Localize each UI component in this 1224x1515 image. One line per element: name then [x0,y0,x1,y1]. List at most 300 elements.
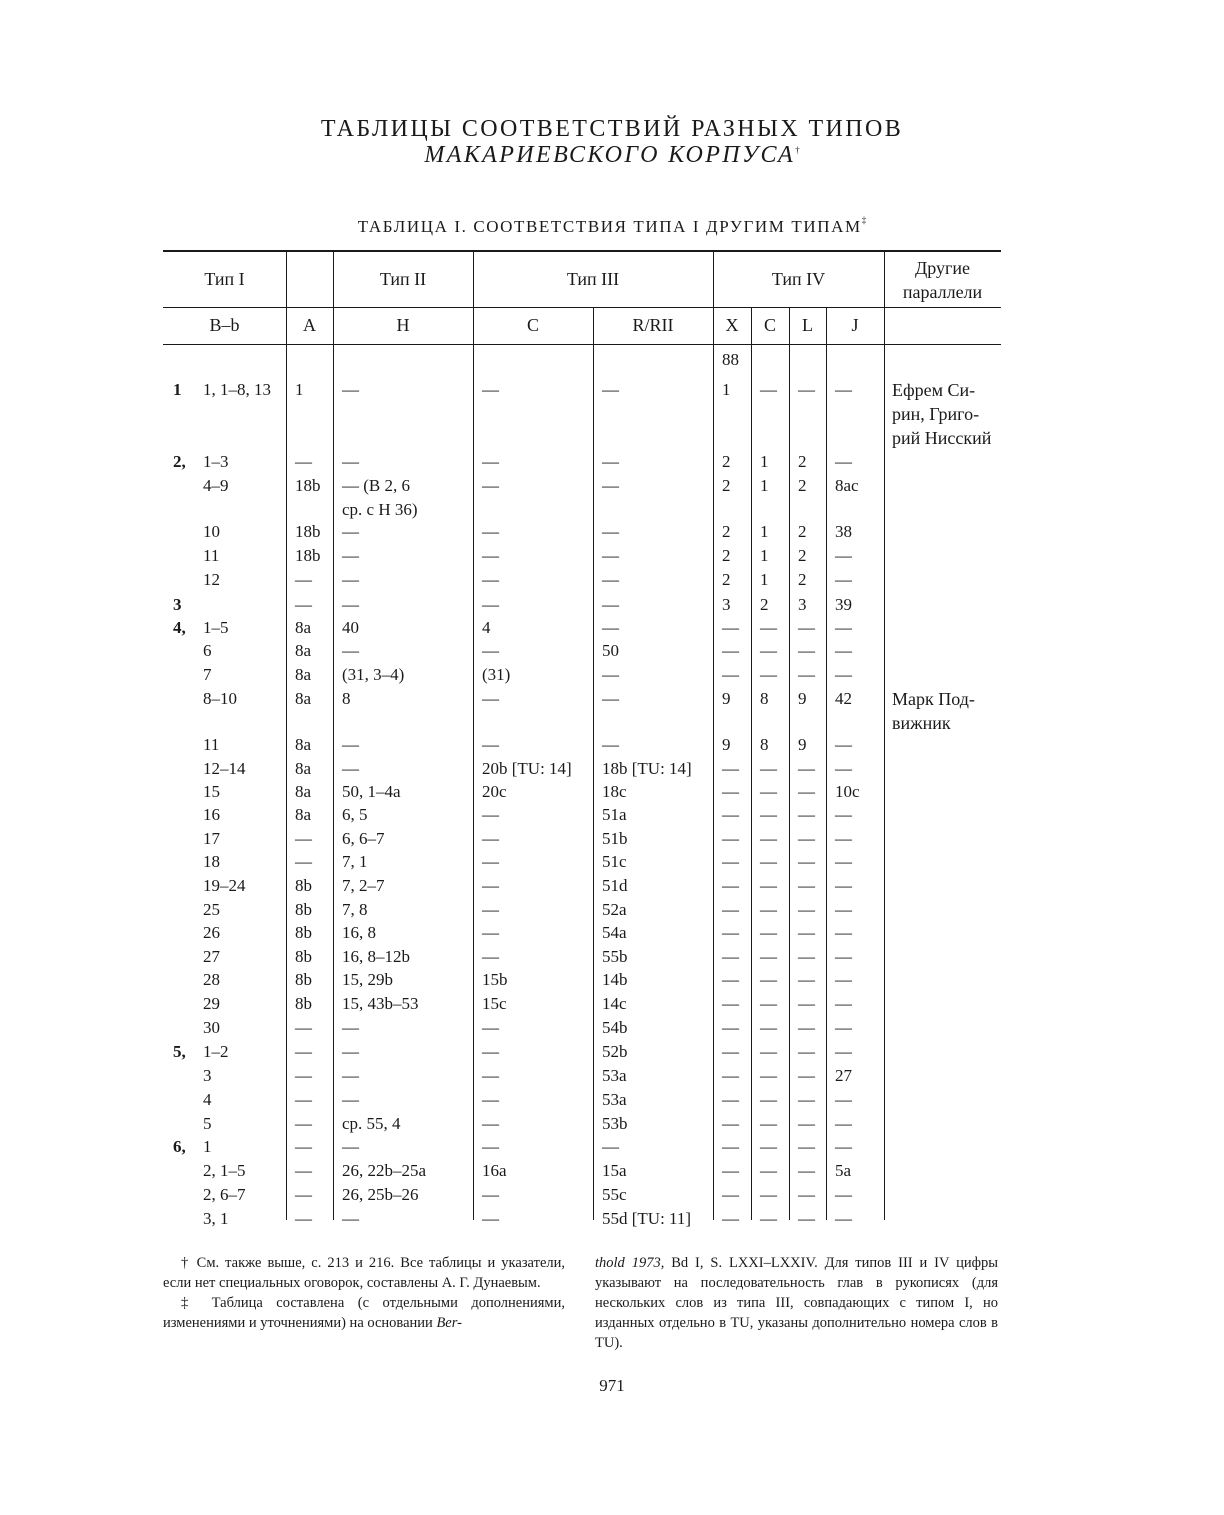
subtitle-footnote-mark: ‡ [861,215,867,225]
table-cell-col-a: 18b [295,522,321,541]
table-cell-col-r: 18b [TU: 14] [602,759,692,778]
sub-rule-0 [593,308,594,1220]
table-cell-col-c4: 1 [760,570,769,589]
table-cell-chapter: 12 [203,570,220,589]
table-cell-col-a: 8b [295,876,312,895]
table-cell-chapter: 1–3 [203,452,229,471]
table-cell-col-c: — [482,947,499,966]
table-cell-col-h: 16, 8–12b [342,947,410,966]
table-cell-col-x: — [722,1114,739,1133]
table-cell-col-x: — [722,994,739,1013]
table-cell-chapter: 6 [203,641,212,660]
x-column-note: 88 [722,350,739,369]
table-cell-col-l: — [798,782,815,801]
table-cell-col-r: 55c [602,1185,627,1204]
table-cell-col-c4: 1 [760,522,769,541]
table-cell-col-c4: 1 [760,452,769,471]
page-number: 971 [599,1376,625,1395]
subcol-header-6: C [763,315,776,335]
table-cell-col-c: — [482,595,499,614]
table-cell-col-l: — [798,1066,815,1085]
table-cell-col-j: — [835,735,852,754]
table-cell-col-c: — [482,570,499,589]
table-cell-col-c4: — [760,947,777,966]
table-cell-col-x: 3 [722,595,731,614]
table-cell-col-r: — [602,735,619,754]
table-cell-col-c4: 2 [760,595,769,614]
table-cell-col-c4: — [760,759,777,778]
table-cell-col-c: — [482,1114,499,1133]
table-cell-col-j: 10c [835,782,860,801]
table-cell-chapter: 29 [203,994,220,1013]
table-cell-col-c4: — [760,1114,777,1133]
group-rule-0 [286,250,287,1220]
table-cell-col-j: — [835,1090,852,1109]
table-cell-col-x: — [722,618,739,637]
table-cell-col-c4: — [760,618,777,637]
table-cell-chapter: 1–2 [203,1042,229,1061]
table-cell-col-h: — [342,546,359,565]
table-cell-col-a: 8b [295,923,312,942]
table-cell-col-h: — [342,1066,359,1085]
table-cell-col-j: — [835,1114,852,1133]
table-cell-col-h: — [342,1042,359,1061]
table-cell-col-x: — [722,947,739,966]
table-cell-col-c4: — [760,380,777,399]
table-cell-col-j: — [835,1137,852,1156]
table-cell-col-j: — [835,1209,852,1228]
table-cell-col-c4: — [760,782,777,801]
table-cell-col-c4: 1 [760,476,769,495]
table-cell-col-j: 5a [835,1161,852,1180]
table-cell-col-c4: — [760,1137,777,1156]
page-title-line-2: МАКАРИЕВСКОГО КОРПУСА† [424,142,800,168]
table-cell-col-a: 8a [295,689,312,708]
table-cell-col-x: 2 [722,546,731,565]
table-cell-col-c4: — [760,829,777,848]
subcol-header-1: A [303,315,316,335]
table-cell-col-a: 8b [295,900,312,919]
table-cell-chapter: 19–24 [203,876,246,895]
table-cell-col-c: 20c [482,782,507,801]
table-cell-col-x: — [722,665,739,684]
table-cell-col-j: — [835,570,852,589]
table-cell-chapter: 7 [203,665,212,684]
table-cell-col-c: — [482,546,499,565]
table-cell-col-r: — [602,476,619,495]
table-cell-col-a: — [295,1185,312,1204]
table-cell-col-l: — [798,380,815,399]
table-cell-chapter: 15 [203,782,220,801]
table-cell-col-h: — [342,452,359,471]
table-cell-col-c: — [482,852,499,871]
table-cell-col-h: — [342,522,359,541]
table-cell-col-a: 18b [295,546,321,565]
table-cell-col-x: — [722,1066,739,1085]
table-cell-chapter: 3 [203,1066,212,1085]
table-cell-col-c4: — [760,1185,777,1204]
table-cell-col-j: — [835,1042,852,1061]
table-cell-col-c: — [482,476,499,495]
table-cell-col-l: — [798,1185,815,1204]
table-cell-col-l: — [798,1137,815,1156]
table-cell-col-c4: — [760,852,777,871]
table-title: ТАБЛИЦА I. СООТВЕТСТВИЯ ТИПА I ДРУГИМ ТИПАМ‡ [357,215,867,236]
table-cell-chapter: 12–14 [203,759,246,778]
footnotes-left [163,1253,565,1333]
table-cell-col-c: 4 [482,618,491,637]
table-cell-col-h: — [342,1018,359,1037]
table-cell-col-h: — [342,641,359,660]
group-rule-2 [473,250,474,1220]
table-cell-col-c: — [482,1042,499,1061]
table-cell-col-h: 50, 1–4a [342,782,401,801]
group-header-1: Тип II [379,269,427,289]
table-cell-col-a: — [295,452,312,471]
table-cell-col-l: 2 [798,546,807,565]
table-cell-col-l: — [798,1114,815,1133]
table-cell-col-l: — [798,852,815,871]
table-cell-chapter: 1–5 [203,618,229,637]
table-cell-col-j: — [835,759,852,778]
subcol-header-5: X [725,315,739,335]
table-cell-col-l: — [798,1209,815,1228]
table-cell-col-j: — [835,1018,852,1037]
group-header-4: Другие параллели [902,258,983,302]
table-cell-col-a: — [295,1114,312,1133]
table-cell-col-c: — [482,1018,499,1037]
table-cell-col-j: 42 [835,689,852,708]
table-cell-col-a: — [295,570,312,589]
table-cell-col-h: 15, 29b [342,970,393,989]
table-cell-col-r: — [602,380,619,399]
table-cell-col-r: 53b [602,1114,628,1133]
footnote-citation: thold 1973 [595,1255,661,1271]
table-cell-col-l: — [798,805,815,824]
table-cell-chapter: 1 [203,1137,212,1156]
table-cell-col-c: — [482,876,499,895]
table-cell-col-l: — [798,876,815,895]
table-cell-col-r: 51b [602,829,628,848]
table-cell-chapter: 28 [203,970,220,989]
table-cell-col-r: 15a [602,1161,627,1180]
table-cell-col-l: — [798,829,815,848]
sub-rule-3 [826,308,827,1220]
subcol-header-3: C [526,315,539,335]
subcol-header-2: H [396,315,410,335]
table-cell-col-h: 26, 25b–26 [342,1185,419,1204]
table-cell-col-a: — [295,1209,312,1228]
table-cell-col-h: 7, 8 [342,900,368,919]
subcol-header-8: J [851,315,859,335]
table-cell-col-x: — [722,923,739,942]
table-cell-chapter: 8–10 [203,689,237,708]
table-cell-col-r: 53a [602,1066,627,1085]
table-cell-col-c: — [482,900,499,919]
table-cell-col-a: 8a [295,782,312,801]
table-cell-chapter: 17 [203,829,220,848]
table-cell-col-c: 16a [482,1161,507,1180]
table-cell-col-c: — [482,452,499,471]
table-cell-col-c4: — [760,994,777,1013]
table-cell-col-c: — [482,1066,499,1085]
table-cell-col-r: 54a [602,923,627,942]
table-cell-col-r: — [602,570,619,589]
table-cell-col-r: — [602,522,619,541]
table-cell-chapter: 3, 1 [203,1209,229,1228]
table-cell-col-h: — [342,380,359,399]
table-cell-col-c: — [482,1185,499,1204]
table-cell-col-a: — [295,1066,312,1085]
table-cell-col-h: 15, 43b–53 [342,994,419,1013]
table-cell-col-r: 55d [TU: 11] [602,1209,692,1228]
group-rule-4 [884,250,885,1220]
table-cell-col-j: — [835,970,852,989]
table-cell-col-j: — [835,380,852,399]
table-cell-col-j: — [835,876,852,895]
table-cell-col-a: 8b [295,994,312,1013]
table-cell-col-a: — [295,1018,312,1037]
table-cell-col-c: — [482,923,499,942]
table-cell-col-x: — [722,1185,739,1204]
table-cell-col-r: 55b [602,947,628,966]
table-cell-col-h: 40 [342,618,359,637]
table-cell-col-l: 2 [798,570,807,589]
table-cell-col-j: 38 [835,522,852,541]
table-cell-col-c4: — [760,805,777,824]
table-cell-col-r: 14c [602,994,627,1013]
table-cell-col-c: — [482,829,499,848]
table-cell-col-r: — [602,1137,619,1156]
footnote-double-dagger: ‡ Таблица составлена (с отдельными дополнениями, изменениями и уточнениями) на основании Ber- [163,1295,565,1331]
table-cell-col-r: — [602,595,619,614]
table-cell-col-a: 8b [295,947,312,966]
table-cell-col-l: — [798,1042,815,1061]
table-cell-col-c: 15b [482,970,508,989]
table-cell-col-a: — [295,1042,312,1061]
table-cell-col-r: 54b [602,1018,628,1037]
table-cell-col-l: — [798,1090,815,1109]
table-cell-col-x: 2 [722,522,731,541]
table-cell-col-c4: — [760,1018,777,1037]
table-cell-col-x: — [722,1161,739,1180]
subcol-header-7: L [802,315,813,335]
table-cell-col-h: 6, 6–7 [342,829,385,848]
table-cell-chapter: 2, 1–5 [203,1161,246,1180]
footnotes-right: thold 1973, Bd I, S. LXXI–LXXIV. Для типов III и IV цифры указывают на последовательность глав в рукописях (для нескольких слов из типа III, совпадающих с типом I, но изданных отдельно в TU, указаны дополнительно номера слов в TU). [595,1255,998,1351]
table-cell-col-j: — [835,900,852,919]
table-cell-col-c: — [482,380,499,399]
table-cell-col-r: 51d [602,876,628,895]
table-cell-col-x: — [722,1137,739,1156]
table-cell-col-x: — [722,970,739,989]
table-cell-col-j: — [835,641,852,660]
group-rule-3 [713,250,714,1220]
table-cell-col-l: — [798,923,815,942]
table-cell-col-c4: — [760,900,777,919]
table-cell-chapter: 4–9 [203,476,229,495]
table-cell-col-x: — [722,782,739,801]
group-header-0: Тип I [204,269,245,289]
other-parallel-0: Ефрем Си- рин, Григо- рий Нисский [892,380,992,448]
table-cell-col-h: — (B 2, 6 ср. с H 36) [342,476,418,519]
table-cell-col-r: 51c [602,852,627,871]
table-cell-col-l: — [798,618,815,637]
table-cell-col-a: 8a [295,665,312,684]
table-cell-col-r: 14b [602,970,628,989]
table-cell-col-a: — [295,829,312,848]
table-cell-col-a: — [295,1090,312,1109]
table-cell-col-a: — [295,1137,312,1156]
table-cell-col-l: — [798,1161,815,1180]
table-cell-col-a: — [295,1161,312,1180]
table-cell-col-l: — [798,665,815,684]
table-cell-col-c4: 1 [760,546,769,565]
table-cell-col-x: 9 [722,735,731,754]
table-cell-col-h: — [342,735,359,754]
table-cell-col-a: 18b [295,476,321,495]
table-cell-col-a: 8a [295,759,312,778]
table-cell-col-c4: — [760,641,777,660]
table-cell-col-r: 52b [602,1042,628,1061]
table-cell-col-c: — [482,1137,499,1156]
table-cell-col-l: 2 [798,476,807,495]
table-cell-col-l: 2 [798,452,807,471]
table-cell-col-r: 50 [602,641,619,660]
group-header-3: Тип IV [771,269,826,289]
table-cell-chapter: 27 [203,947,220,966]
table-cell-chapter: 1, 1–8, 13 [203,380,271,399]
table-cell-col-c: (31) [482,665,511,684]
subcol-header-0: B–b [209,315,240,335]
table-cell-chapter: 5 [203,1114,212,1133]
table-cell-col-h: — [342,570,359,589]
group-rule-1 [333,250,334,1220]
table-cell-col-l: 3 [798,595,807,614]
table-cell-col-x: 2 [722,476,731,495]
sub-rule-1 [751,308,752,1220]
table-cell-col-h: — [342,1209,359,1228]
table-cell-col-x: — [722,876,739,895]
table-cell-col-a: — [295,852,312,871]
table-cell-col-j: — [835,546,852,565]
table-cell-col-r: 52a [602,900,627,919]
table-cell-col-h: 6, 5 [342,805,368,824]
table-cell-col-a: — [295,595,312,614]
table-cell-col-h: — [342,759,359,778]
table-cell-col-c4: — [760,876,777,895]
table-cell-col-l: 9 [798,689,807,708]
table-cell-chapter: 25 [203,900,220,919]
table-cell-col-x: — [722,1042,739,1061]
table-cell-col-c: — [482,1090,499,1109]
table-cell-col-c: — [482,689,499,708]
table-cell-col-c4: — [760,1090,777,1109]
header-mid-rule [163,307,1001,308]
table-cell-col-h: (31, 3–4) [342,665,405,684]
table-cell-chapter: 4 [203,1090,212,1109]
table-cell-col-j: — [835,947,852,966]
group-header-2: Тип III [566,269,620,289]
table-cell-col-r: 53a [602,1090,627,1109]
table-cell-col-l: — [798,900,815,919]
table-cell-col-l: — [798,994,815,1013]
table-cell-col-h: — [342,595,359,614]
table-cell-col-j: — [835,1185,852,1204]
table-cell-col-c: 15c [482,994,507,1013]
table-cell-section: 1 [173,380,182,399]
table-cell-col-j: — [835,994,852,1013]
table-cell-col-j: 39 [835,595,852,614]
table-cell-chapter: 18 [203,852,220,871]
table-cell-col-r: — [602,452,619,471]
table-cell-col-c4: — [760,665,777,684]
table-cell-col-c4: — [760,970,777,989]
table-cell-chapter: 16 [203,805,220,824]
table-cell-col-r: — [602,618,619,637]
table-cell-col-c4: — [760,1209,777,1228]
table-cell-col-c: 20b [TU: 14] [482,759,572,778]
table-cell-col-j: — [835,852,852,871]
sub-rule-2 [789,308,790,1220]
page-title-line-1: ТАБЛИЦЫ СООТВЕТСТВИЙ РАЗНЫХ ТИПОВ [320,116,904,142]
table-cell-chapter: 11 [203,546,220,565]
table-cell-chapter: 11 [203,735,220,754]
table-cell-col-r: 18c [602,782,627,801]
table-cell-col-a: 8a [295,641,312,660]
table-cell-col-l: — [798,947,815,966]
table-cell-col-h: 7, 2–7 [342,876,385,895]
table-cell-col-x: — [722,900,739,919]
table-cell-col-a: 8a [295,618,312,637]
table-top-rule [163,250,1001,252]
table-cell-col-c: — [482,1209,499,1228]
table-cell-col-h: — [342,1090,359,1109]
table-cell-col-c4: 8 [760,735,769,754]
table-cell-col-a: 8a [295,805,312,824]
table-cell-col-h: 16, 8 [342,923,376,942]
table-cell-col-h: ср. 55, 4 [342,1114,401,1133]
table-cell-col-c: — [482,641,499,660]
table-cell-col-l: — [798,1018,815,1037]
table-cell-section: 6, [173,1137,186,1156]
table-cell-chapter: 10 [203,522,220,541]
table-cell-col-x: — [722,641,739,660]
table-cell-col-r: — [602,689,619,708]
table-cell-col-c: — [482,805,499,824]
other-parallel-1: Марк Под- вижник [892,689,975,733]
table-cell-col-x: — [722,829,739,848]
footnote-dagger: † См. также выше, с. 213 и 216. Все таблицы и указатели, если нет специальных оговорок, составлены А. Г. Дунаевым. [163,1255,565,1291]
header-bottom-rule [163,344,1001,345]
table-cell-col-j: — [835,829,852,848]
table-cell-section: 3 [173,595,182,614]
table-cell-section: 2, [173,452,186,471]
table-cell-col-j: 27 [835,1066,852,1085]
table-cell-col-l: — [798,641,815,660]
table-cell-col-c4: — [760,1161,777,1180]
table-cell-col-c4: 8 [760,689,769,708]
subcol-header-4: R/RII [632,315,674,335]
title-footnote-mark: † [795,145,800,155]
table-cell-chapter: 26 [203,923,220,942]
table-cell-col-x: — [722,852,739,871]
table-cell-col-x: 2 [722,452,731,471]
table-cell-section: 4, [173,618,186,637]
table-cell-col-j: — [835,805,852,824]
table-cell-col-h: — [342,1137,359,1156]
table-cell-col-c: — [482,735,499,754]
